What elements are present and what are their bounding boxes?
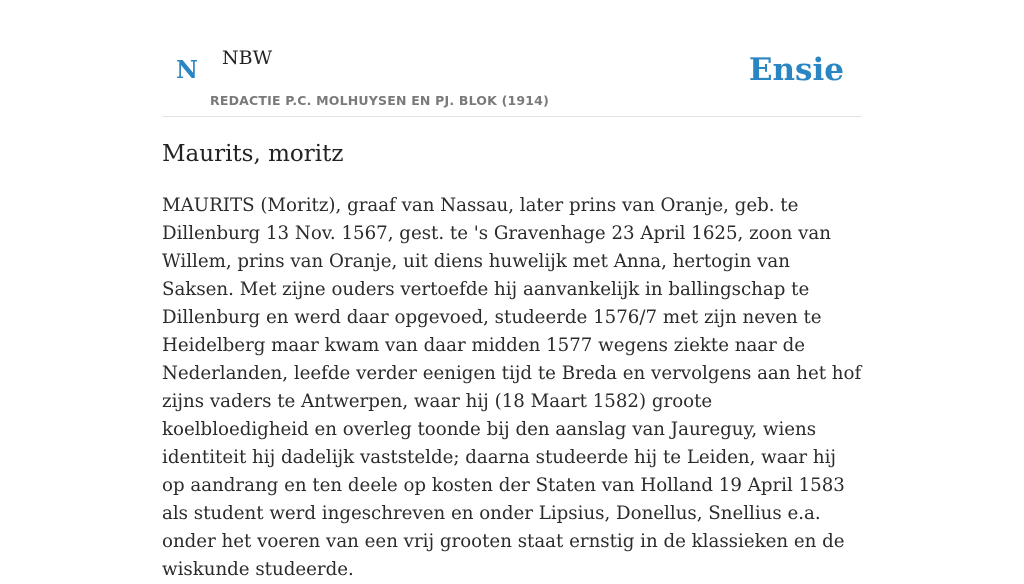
- article: [162, 138, 862, 584]
- article-title: Maurits, moritz: [162, 141, 344, 167]
- brand-logo-link[interactable]: Ensie: [748, 52, 844, 88]
- article-body: MAURITS (Moritz), graaf van Nassau, later prins van Oranje, geb. te Dillenburg 13 Nov. 1567, gest. te 's Gravenhage 23 April 1625, zoon van Willem, prins van Oranje, uit diens huwelijk met Anna, hertogin van Saksen. Met zijne ouders vertoefde hij aanvankelijk in ballingschap te Dillenburg en werd daar opgevoed, studeerde 1576/7 met zijn neven te Heidelberg maar kwam van daar midden 1577 wegens ziekte naar de Nederlanden, leefde verder eenigen tijd te Breda en vervolgens aan het hof zijns vaders te Antwerpen, waar hij (18 Maart 1582) groote koelbloedigheid en overleg toonde bij den aanslag van Jaureguy, wiens identiteit hij dadelijk vaststelde; daarna studeerde hij te Leiden, waar hij op aandrang en ten deele op kosten der Staten van Holland 19 April 1583 als student werd ingeschreven en onder Lipsius, Donellus, Snellius e.a. onder het voeren van een vrij grooten staat ernstig in de klassieken en de wiskunde studeerde.: [162, 195, 862, 580]
- source-title[interactable]: NBW: [222, 47, 273, 69]
- source-subtitle: REDACTIE P.C. MOLHUYSEN EN PJ. BLOK (1914): [210, 93, 549, 108]
- source-logo[interactable]: N: [176, 55, 198, 84]
- site-header: [162, 0, 862, 117]
